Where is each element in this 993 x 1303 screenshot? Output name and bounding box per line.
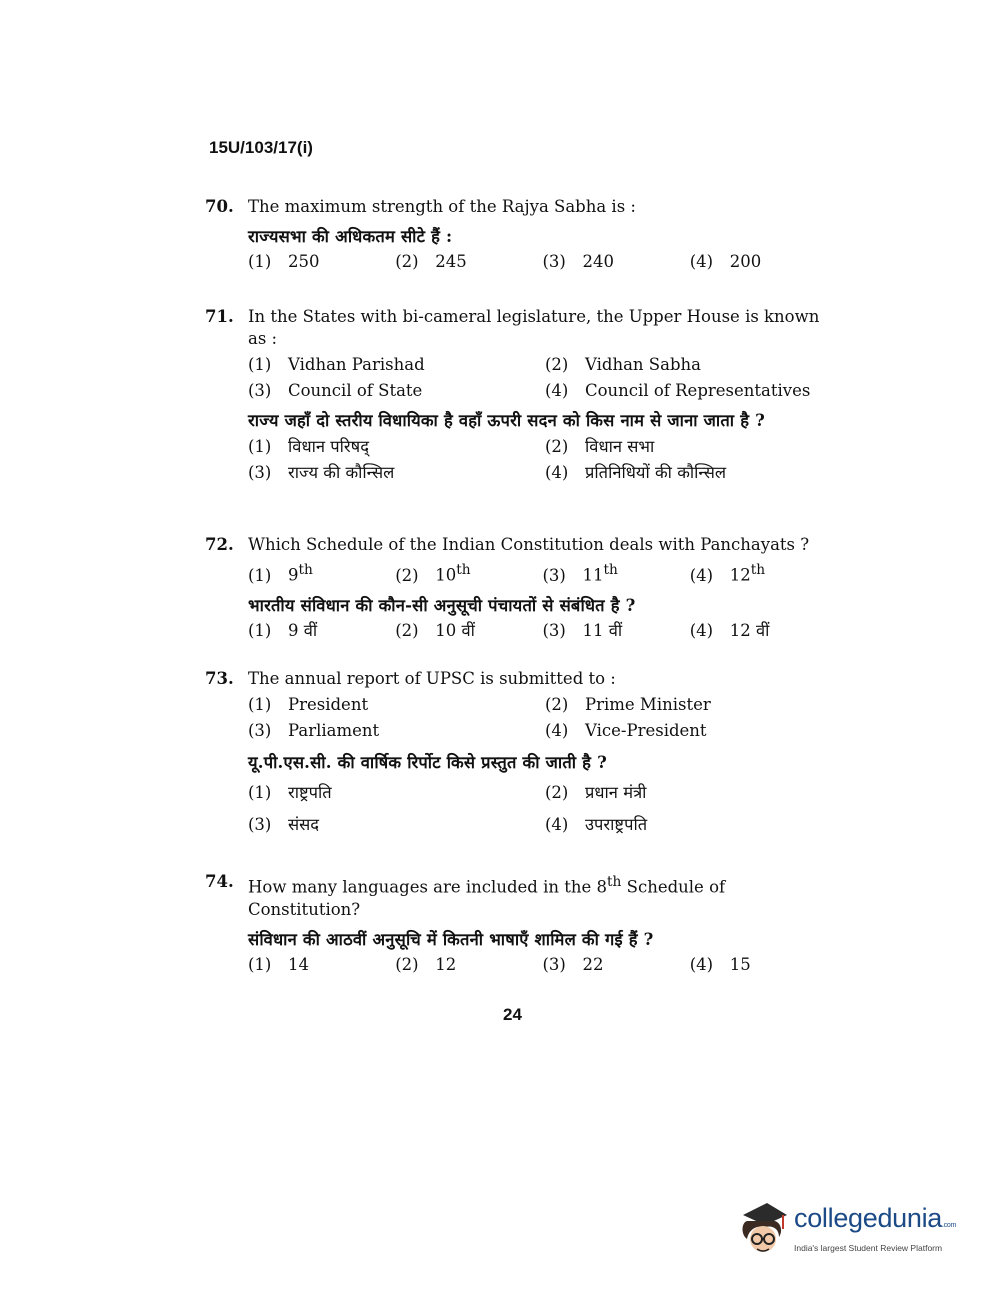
option-3: (3) Council of State xyxy=(248,381,423,400)
question-text-hi: राज्यसभा की अधिकतम सीटे हैं : xyxy=(248,227,453,246)
option-1: (1) 14 xyxy=(248,954,309,974)
question-73 xyxy=(205,668,837,836)
option-1: (1) 9 वीं xyxy=(248,620,318,640)
question-72 xyxy=(205,534,837,642)
option-2: (2) 10th xyxy=(395,562,471,585)
options-en xyxy=(248,559,837,587)
question-71 xyxy=(205,306,837,484)
question-text-en: Which Schedule of the Indian Constitution deals with Panchayats ? xyxy=(248,535,810,554)
option-2: (2) 12 xyxy=(395,954,457,974)
question-text-en: In the States with bi-cameral legislature, the Upper House is known as : xyxy=(248,307,820,348)
question-number: 74. xyxy=(205,872,234,891)
page-number: 24 xyxy=(503,1005,522,1024)
option-4: (4) प्रतिनिधियों की कौन्सिल xyxy=(545,463,727,482)
options-hi xyxy=(248,436,837,484)
option-2: (2) विधान सभा xyxy=(545,437,655,456)
option-3: (3) 22 xyxy=(542,954,604,974)
option-3: (3) राज्य की कौन्सिल xyxy=(248,463,395,482)
graduate-mascot-icon xyxy=(737,1199,789,1257)
question-text-en: The annual report of UPSC is submitted to : xyxy=(248,669,616,688)
option-4: (4) 15 xyxy=(689,954,751,974)
options-hi xyxy=(248,782,837,836)
question-number: 73. xyxy=(205,669,234,688)
options-en xyxy=(248,354,837,402)
question-number: 71. xyxy=(205,307,234,326)
option-1: (1) विधान परिषद् xyxy=(248,437,369,456)
option-3: (3) 11 वीं xyxy=(542,620,623,640)
option-2: (2) Vidhan Sabha xyxy=(545,355,701,374)
options xyxy=(248,251,837,273)
question-number: 72. xyxy=(205,535,234,554)
options-en xyxy=(248,694,837,742)
question-text-en: How many languages are included in the 8th Schedule of Constitution? xyxy=(248,874,726,919)
question-70 xyxy=(205,196,837,273)
question-text-hi: संविधान की आठवीं अनुसूचि में कितनी भाषाएँ शामिल की गई हैं ? xyxy=(248,929,654,949)
options xyxy=(248,954,837,976)
paper-code: 15U/103/17(i) xyxy=(209,138,313,157)
question-74 xyxy=(205,871,837,976)
option-2: (2) 10 वीं xyxy=(395,620,475,640)
option-3: (3) संसद xyxy=(248,815,320,834)
option-4: (4) Council of Representatives xyxy=(545,381,811,400)
question-text-hi: भारतीय संविधान की कौन-सी अनुसूची पंचायतों से संबंधित है ? xyxy=(248,595,636,615)
option-4: (4) 12th xyxy=(689,562,766,585)
option-3: (3) 11th xyxy=(542,562,618,585)
option-3: (3) 240 xyxy=(542,252,614,271)
option-2: (2) 245 xyxy=(395,252,467,271)
option-1: (1) 250 xyxy=(248,252,320,271)
logo-wordmark: collegedunia.com xyxy=(794,1203,957,1233)
question-number: 70. xyxy=(205,197,234,216)
option-1: (1) Vidhan Parishad xyxy=(248,355,425,374)
option-1: (1) 9th xyxy=(248,562,313,585)
option-4: (4) 200 xyxy=(689,252,762,271)
option-4: (4) 12 वीं xyxy=(689,620,770,640)
question-text-hi: राज्य जहाँ दो स्तरीय विधायिका है वहाँ ऊपरी सदन को किस नाम से जाना जाता है ? xyxy=(248,411,765,430)
options-hi xyxy=(248,620,837,642)
question-text-en: The maximum strength of the Rajya Sabha is : xyxy=(248,197,636,216)
option-1: (1) President xyxy=(248,695,369,714)
collegedunia-logo xyxy=(737,1195,962,1265)
option-2: (2) प्रधान मंत्री xyxy=(545,783,647,802)
option-3: (3) Parliament xyxy=(248,721,380,740)
option-4: (4) Vice-President xyxy=(545,721,707,740)
question-text-hi: यू.पी.एस.सी. की वार्षिक रिर्पोट किसे प्रस्तुत की जाती है ? xyxy=(248,753,607,772)
option-2: (2) Prime Minister xyxy=(545,695,711,714)
option-4: (4) उपराष्ट्रपति xyxy=(545,815,648,834)
logo-tagline: India's largest Student Review Platform xyxy=(794,1243,943,1253)
option-1: (1) राष्ट्रपति xyxy=(248,783,332,802)
